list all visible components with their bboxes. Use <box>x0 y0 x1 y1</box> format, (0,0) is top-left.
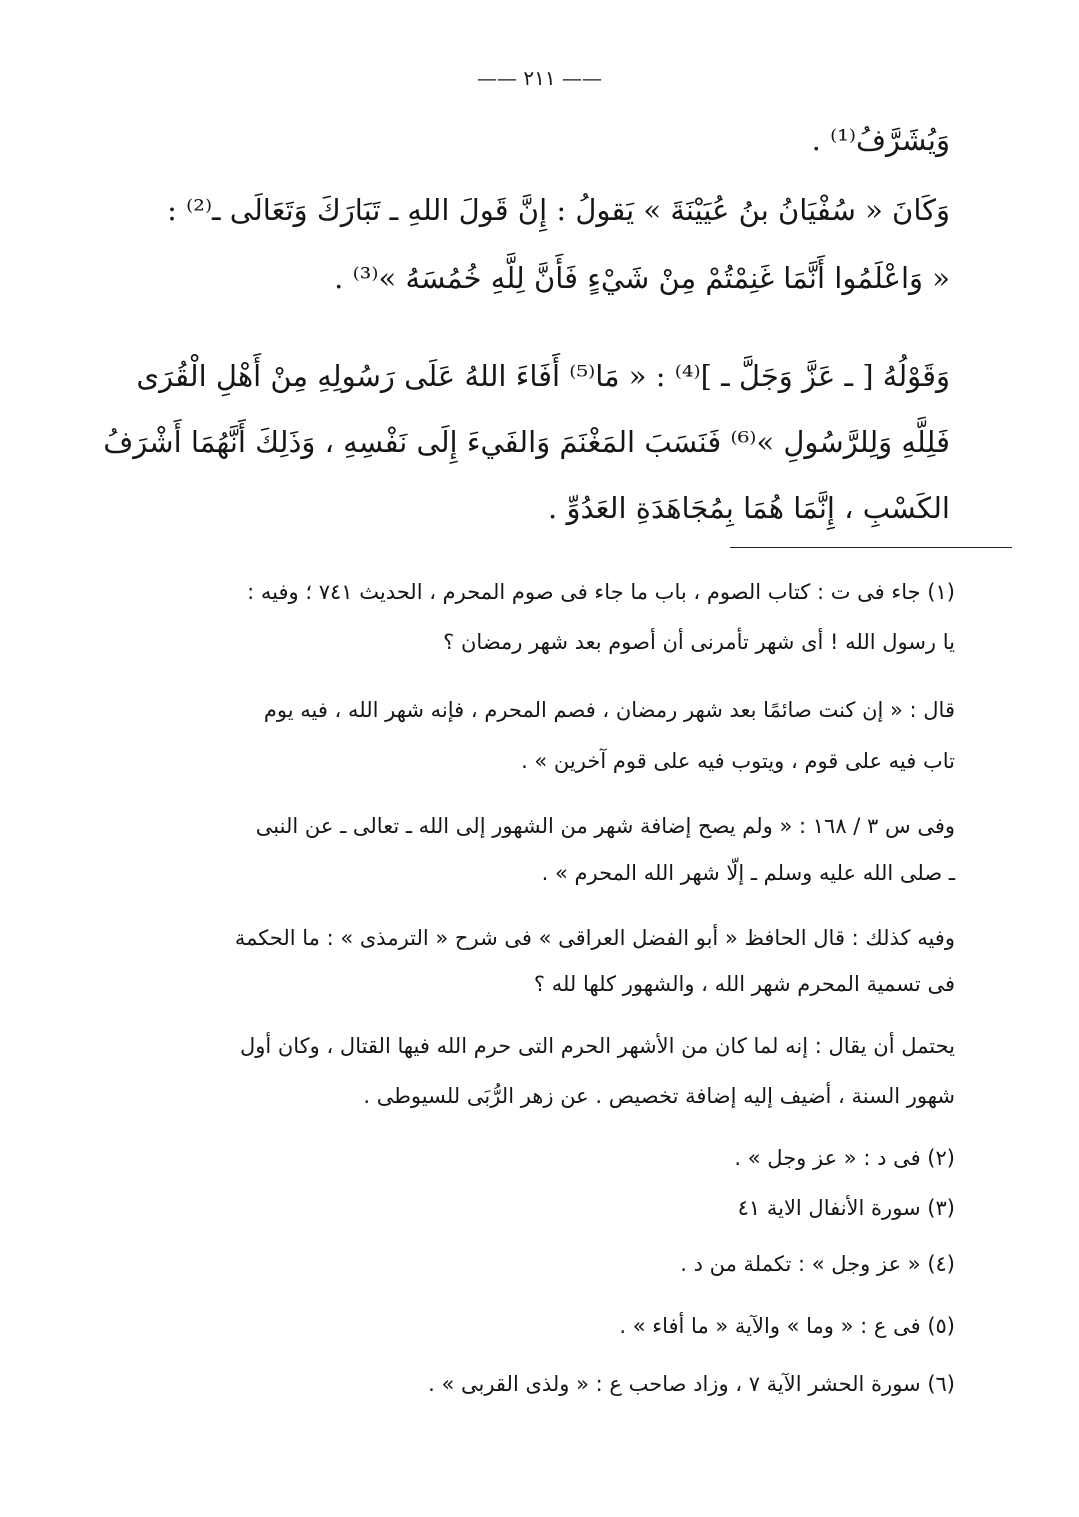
footnote-line: (٦) سورة الحشر الآية ٧ ، وزاد صاحب ع : « ولذى القربى » . <box>428 1372 955 1396</box>
footnote-line: شهور السنة ، أضيف إليه إضافة تخصيص . عن زهر الرُّبَى للسيوطى . <box>363 1084 955 1108</box>
footnote-line: يحتمل أن يقال : إنه لما كان من الأشهر الحرم التى حرم الله فيها القتال ، وكان أول <box>239 1034 955 1058</box>
footnote-divider <box>730 547 1012 548</box>
page-number-dash-right: —— <box>555 66 602 90</box>
main-text-line: وَقَوْلُهُ [ ـ عَزَّ وَجَلَّ ـ ]⁽⁴⁾ : « مَا⁽⁵⁾ أَفَاءَ اللهُ عَلَى رَسُولِهِ مِنْ أَهْلِ الْقُرَى <box>136 359 950 393</box>
footnote-line: (٤) « عز وجل » : تكملة من د . <box>680 1252 955 1276</box>
footnote-line: تاب فيه على قوم ، ويتوب فيه على قوم آخرين » . <box>521 749 955 773</box>
main-text-line: « وَاعْلَمُوا أَنَّمَا غَنِمْتُمْ مِنْ شَيْءٍ فَأَنَّ لِلَّهِ خُمُسَهُ »⁽³⁾ . <box>334 261 950 295</box>
footnote-line: (٥) فى ع : « وما » والآية « ما أفاء » . <box>619 1314 955 1338</box>
page-number-dash-left: —— <box>477 66 524 90</box>
footnote-line: (٢) فى د : « عز وجل » . <box>734 1146 955 1170</box>
footnote-line: وفيه كذلك : قال الحافظ « أبو الفضل العراقى » فى شرح « الترمذى » : ما الحكمة <box>234 926 955 950</box>
main-text-line: الكَسْبِ ، إِنَّمَا هُمَا بِمُجَاهَدَةِ العَدُوِّ . <box>548 491 950 525</box>
footnote-line: فى تسمية المحرم شهر الله ، والشهور كلها لله ؟ <box>533 972 955 996</box>
page-number <box>0 66 1079 90</box>
main-text-line: وَكَانَ « سُفْيَانُ بنُ عُيَيْنَةَ » يَقولُ : إِنَّ قَولَ اللهِ ـ تَبَارَكَ وَتَعَالَى ـ⁽²⁾ : <box>167 193 950 227</box>
footnote-line: قال : « إن كنت صائمًا بعد شهر رمضان ، فصم المحرم ، فإنه شهر الله ، فيه يوم <box>263 698 955 722</box>
footnote-line: يا رسول الله ! أى شهر تأمرنى أن أصوم بعد شهر رمضان ؟ <box>443 630 955 654</box>
main-text-line: وَيُشَرَّفُ⁽¹⁾ . <box>811 123 950 157</box>
footnote-line: وفى س ٣ / ١٦٨ : « ولم يصح إضافة شهر من الشهور إلى الله ـ تعالى ـ عن النبى <box>255 814 955 838</box>
footnote-line: (١) جاء فى ت : كتاب الصوم ، باب ما جاء فى صوم المحرم ، الحديث ٧٤١ ؛ وفيه : <box>247 580 955 604</box>
footnote-line: ـ صلى الله عليه وسلم ـ إلّا شهر الله المحرم » . <box>541 861 955 885</box>
main-text-line: فَلِلَّهِ وَلِلرَّسُولِ »⁽⁶⁾ فَنَسَبَ المَغْنَمَ وَالفَيءَ إِلَى نَفْسِهِ ، وَذَلِكَ أَنَّهُمَا أَشْرَفُ <box>103 425 950 459</box>
page-number-value: ٢١١ <box>523 66 556 90</box>
footnote-line: (٣) سورة الأنفال الاية ٤١ <box>737 1196 955 1220</box>
